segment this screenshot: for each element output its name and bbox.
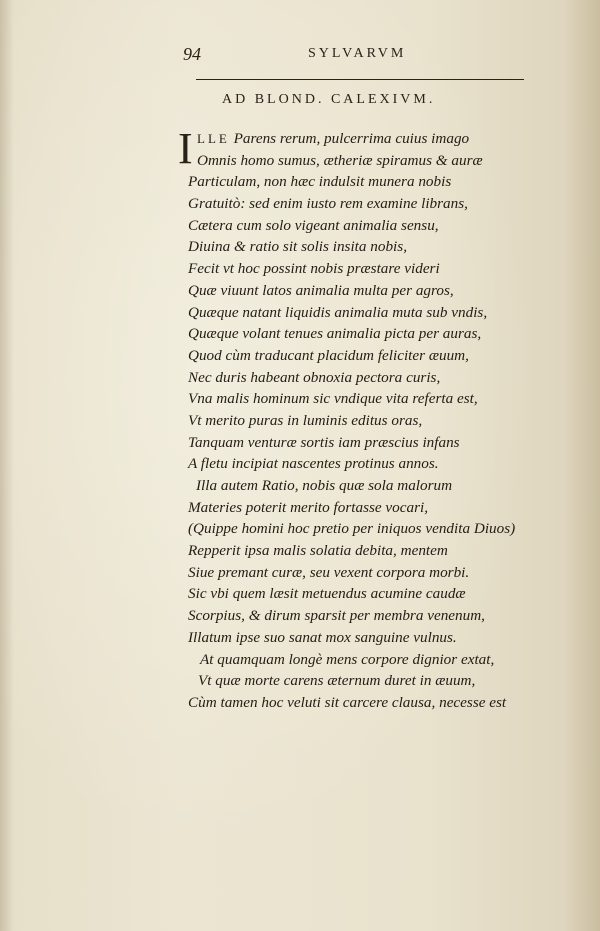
- header-rule: [196, 79, 524, 80]
- verse-line: Fecit vt hoc possint nobis præstare videri: [188, 260, 440, 278]
- verse-line: Siue premant curæ, seu vexent corpora morbi.: [188, 563, 470, 581]
- page-edge: [564, 0, 600, 931]
- verse-line: Particulam, non hæc indulsit munera nobis: [188, 173, 452, 191]
- verse-line: Diuina & ratio sit solis insita nobis,: [188, 238, 407, 256]
- running-head: SYLVARVM: [308, 46, 407, 61]
- verse-line: Quæque natant liquidis animalia muta sub vndis,: [188, 303, 488, 321]
- verse-block: [188, 128, 528, 714]
- verse-line: Quæque volant tenues animalia picta per auras,: [188, 325, 482, 343]
- verse-line: Materies poterit merito fortasse vocari,: [188, 498, 429, 516]
- verse-line: Vt quæ morte carens æternum duret in æuum,: [198, 672, 476, 690]
- verse-line: A fletu incipiat nascentes protinus annos.: [188, 455, 439, 473]
- verse-line: Omnis homo sumus, ætheriæ spiramus & auræ: [197, 151, 483, 169]
- verse-line: [188, 128, 528, 150]
- verse-line-text: Parens rerum, pulcerrima cuius imago: [229, 130, 470, 147]
- verse-line: Scorpius, & dirum sparsit per membra venenum,: [188, 607, 485, 625]
- verse-line: Quod cùm traducant placidum feliciter æuum,: [188, 346, 469, 364]
- verse-line: Tanquam venturæ sortis iam præscius infans: [188, 433, 460, 451]
- verse-line: Nec duris habeant obnoxia pectora curis,: [188, 368, 441, 386]
- verse-line: Illa autem Ratio, nobis quæ sola malorum: [196, 477, 453, 494]
- verse-line: Cætera cum solo vigeant animalia sensu,: [188, 216, 439, 234]
- verse-line: Illatum ipse suo sanat mox sanguine vulnus.: [188, 628, 457, 646]
- verse-line: Sic vbi quem læsit metuendus acumine caudæ: [188, 585, 466, 603]
- verse-line: (Quippe homini hoc pretio per iniquos vendita Diuos): [188, 520, 516, 538]
- verse-line: Cùm tamen hoc veluti sit carcere clausa, necesse est: [188, 693, 507, 711]
- verse-line: Vna malis hominum sic vndique vita referta est,: [188, 390, 478, 408]
- verse-line: Repperit ipsa malis solatia debita, mentem: [188, 542, 448, 560]
- verse-line: At quamquam longè mens corpore dignior extat,: [200, 650, 495, 668]
- drop-initial: I: [178, 124, 193, 173]
- verse-line: Vt merito puras in luminis editus oras,: [188, 411, 423, 429]
- gutter-shadow: [0, 0, 14, 931]
- first-line-caps: LLE: [197, 131, 230, 146]
- verse-line: Gratuitò: sed enim iusto rem examine librans,: [188, 195, 468, 213]
- verse-line: Quæ viuunt latos animalia multa per agros,: [188, 281, 454, 299]
- poem-title: AD BLOND. CALEXIVM.: [222, 92, 436, 107]
- page-number: 94: [183, 44, 201, 64]
- page-header: [180, 44, 526, 66]
